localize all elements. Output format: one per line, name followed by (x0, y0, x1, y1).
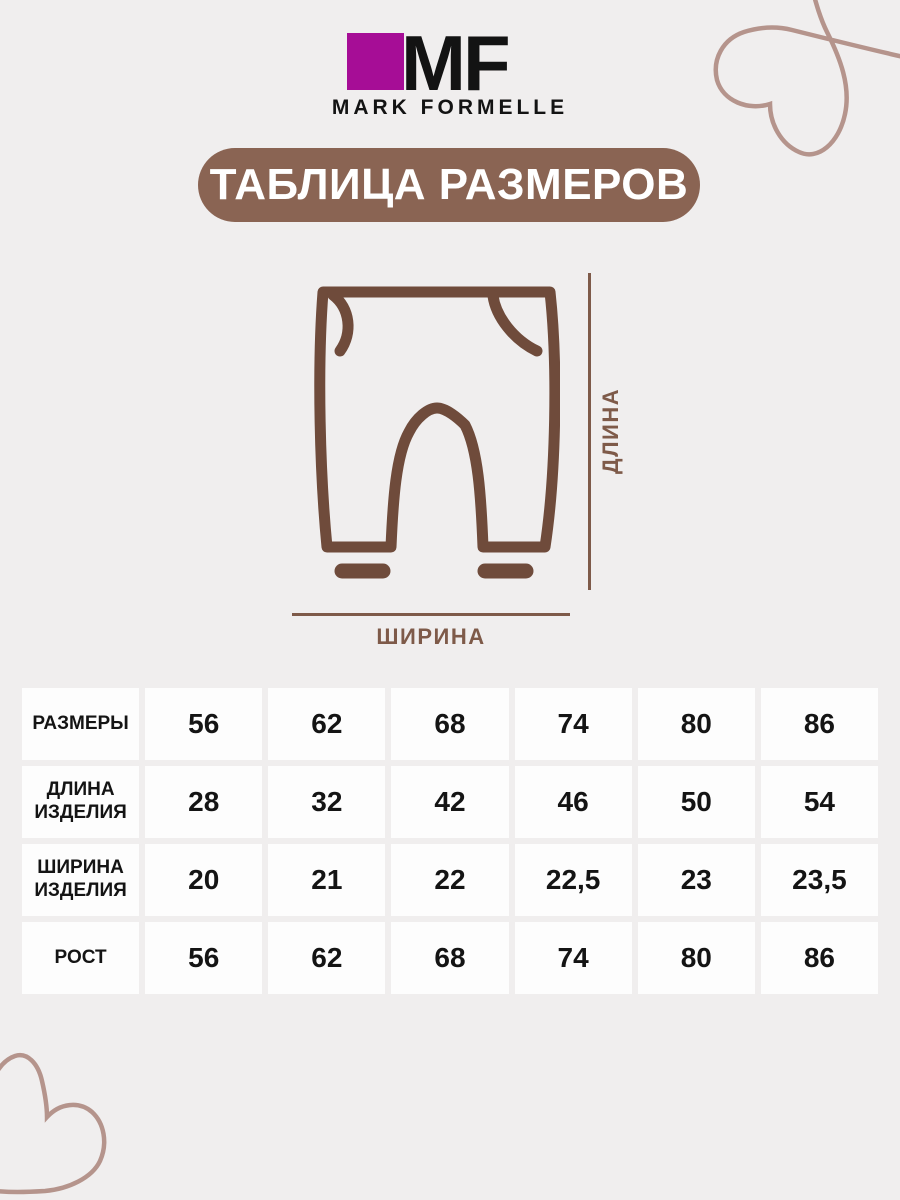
width-cell: 21 (268, 844, 385, 916)
heart-doodle-bottom-left-icon (0, 1055, 104, 1192)
width-dimension-line (292, 613, 570, 616)
width-cell: 22 (391, 844, 508, 916)
brand-name: MARK FORMELLE (331, 96, 569, 119)
page-title: ТАБЛИЦА РАЗМЕРОВ (209, 160, 689, 209)
length-row-label: ДЛИНА ИЗДЕЛИЯ (22, 766, 139, 838)
width-cell: 23 (638, 844, 755, 916)
width-row-label: ШИРИНА ИЗДЕЛИЯ (22, 844, 139, 916)
brand-monogram: MF (401, 19, 508, 107)
height-cell: 56 (145, 922, 262, 994)
size-row-label: РАЗМЕРЫ (22, 688, 139, 760)
brand-logo-square (347, 33, 404, 90)
length-cell: 54 (761, 766, 878, 838)
height-cell: 80 (638, 922, 755, 994)
width-cell: 22,5 (515, 844, 632, 916)
height-cell: 74 (515, 922, 632, 994)
size-cell: 62 (268, 688, 385, 760)
width-dimension-label: ШИРИНА (376, 624, 486, 649)
length-cell: 46 (515, 766, 632, 838)
length-cell: 50 (638, 766, 755, 838)
size-table (22, 688, 878, 994)
title-banner (198, 148, 700, 222)
pants-diagram-icon (300, 275, 560, 585)
width-cell: 20 (145, 844, 262, 916)
length-dimension-line (588, 273, 591, 590)
size-cell: 80 (638, 688, 755, 760)
width-cell: 23,5 (761, 844, 878, 916)
heart-doodle-top-right-icon (716, 0, 900, 154)
height-row-label: РОСТ (22, 922, 139, 994)
length-cell: 32 (268, 766, 385, 838)
size-cell: 74 (515, 688, 632, 760)
height-cell: 86 (761, 922, 878, 994)
height-cell: 68 (391, 922, 508, 994)
length-cell: 28 (145, 766, 262, 838)
size-cell: 56 (145, 688, 262, 760)
length-cell: 42 (391, 766, 508, 838)
length-dimension-label: ДЛИНА (598, 387, 623, 475)
height-cell: 62 (268, 922, 385, 994)
size-cell: 68 (391, 688, 508, 760)
size-cell: 86 (761, 688, 878, 760)
